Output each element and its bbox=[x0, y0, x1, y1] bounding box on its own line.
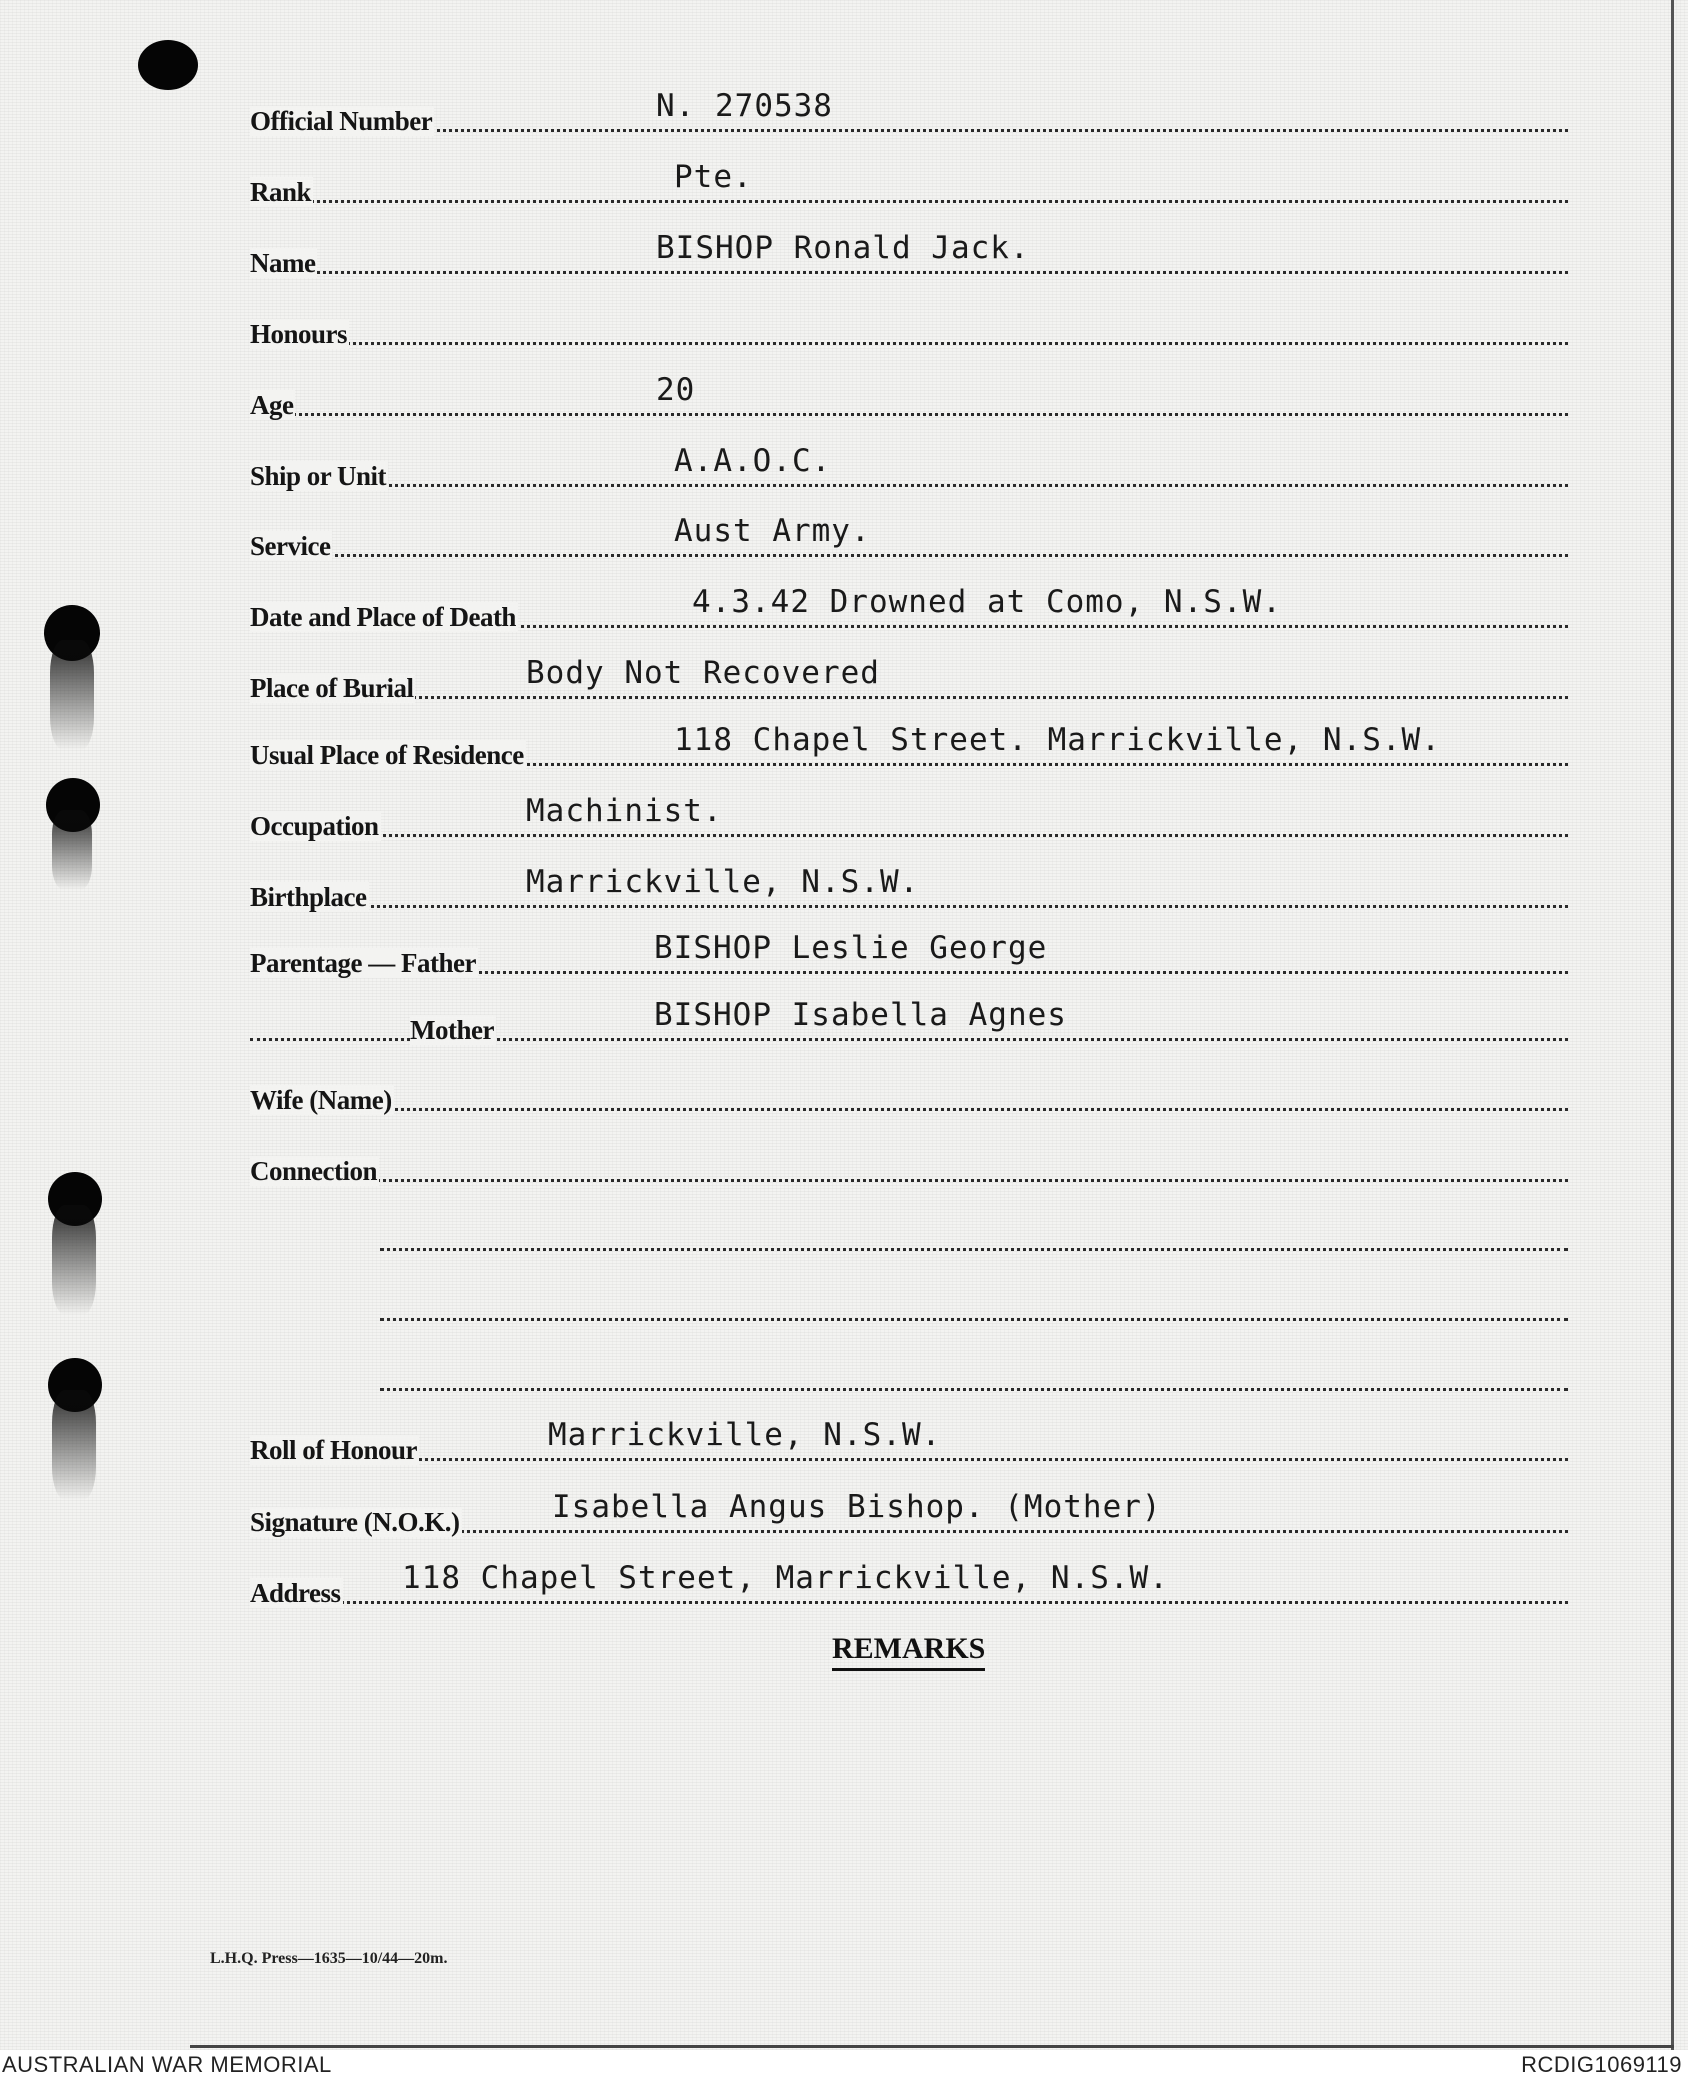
birthplace-row bbox=[250, 864, 1568, 912]
footer-institution: AUSTRALIAN WAR MEMORIAL bbox=[2, 2052, 332, 2077]
wife-name-row bbox=[250, 1075, 1568, 1115]
place-of-burial-value: Body Not Recovered bbox=[526, 655, 880, 691]
signature-label: Signature (N.O.K.) bbox=[250, 1507, 460, 1537]
service-label: Service bbox=[250, 531, 331, 561]
official-number-value: N. 270538 bbox=[656, 88, 833, 124]
rank-row bbox=[250, 159, 1568, 207]
parentage-father-value: BISHOP Leslie George bbox=[654, 930, 1048, 966]
wife-name-label: Wife (Name) bbox=[250, 1085, 392, 1115]
dotted-line bbox=[250, 271, 1568, 274]
dotted-line bbox=[250, 1179, 1568, 1182]
address-value: 118 Chapel Street, Marrickville, N.S.W. bbox=[402, 1560, 1169, 1596]
mother-label: Mother bbox=[410, 1015, 494, 1045]
dotted-line bbox=[250, 342, 1568, 345]
hole-smear bbox=[52, 810, 92, 890]
connection-line-4 bbox=[380, 1355, 1568, 1395]
dotted-line bbox=[250, 1458, 1568, 1461]
honours-row bbox=[250, 309, 1568, 349]
date-place-of-death-row bbox=[250, 584, 1568, 632]
birthplace-value: Marrickville, N.S.W. bbox=[526, 864, 920, 900]
mother-row bbox=[250, 997, 1568, 1045]
date-place-of-death-value: 4.3.42 Drowned at Como, N.S.W. bbox=[692, 584, 1282, 620]
age-value: 20 bbox=[656, 372, 696, 408]
ship-or-unit-value: A.A.O.C. bbox=[674, 443, 832, 479]
dotted-line bbox=[380, 1248, 1568, 1251]
place-of-burial-row bbox=[250, 655, 1568, 703]
honours-label: Honours bbox=[250, 319, 348, 349]
age-row bbox=[250, 372, 1568, 420]
dotted-line bbox=[250, 554, 1568, 557]
signature-row bbox=[250, 1489, 1568, 1537]
address-row bbox=[250, 1560, 1568, 1608]
parentage-father-label: Parentage — Father bbox=[250, 948, 476, 978]
page-right-edge bbox=[1671, 0, 1674, 2050]
press-mark: L.H.Q. Press—1635—10/44—20m. bbox=[210, 1950, 448, 1967]
service-row bbox=[250, 513, 1568, 561]
dotted-line bbox=[250, 905, 1568, 908]
name-label: Name bbox=[250, 248, 316, 278]
birthplace-label: Birthplace bbox=[250, 882, 367, 912]
remarks-heading: REMARKS bbox=[832, 1632, 985, 1671]
punch-hole bbox=[138, 40, 198, 90]
occupation-row bbox=[250, 793, 1568, 841]
usual-place-of-residence-value: 118 Chapel Street. Marrickville, N.S.W. bbox=[674, 722, 1441, 758]
roll-of-honour-label: Roll of Honour bbox=[250, 1435, 418, 1465]
dotted-line bbox=[250, 484, 1568, 487]
dotted-line bbox=[250, 1601, 1568, 1604]
hole-smear bbox=[52, 1205, 96, 1315]
service-value: Aust Army. bbox=[674, 513, 871, 549]
dotted-line bbox=[250, 413, 1568, 416]
parentage-father-row bbox=[250, 930, 1568, 978]
connection-label: Connection bbox=[250, 1156, 378, 1186]
occupation-label: Occupation bbox=[250, 811, 379, 841]
hole-smear bbox=[50, 640, 94, 750]
name-value: BISHOP Ronald Jack. bbox=[656, 230, 1030, 266]
usual-place-of-residence-row bbox=[250, 722, 1568, 770]
page-bottom-edge bbox=[190, 2045, 1674, 2048]
dotted-line bbox=[250, 696, 1568, 699]
dotted-line bbox=[250, 200, 1568, 203]
ship-or-unit-label: Ship or Unit bbox=[250, 461, 387, 491]
age-label: Age bbox=[250, 390, 294, 420]
dotted-line bbox=[380, 1388, 1568, 1391]
mother-value: BISHOP Isabella Agnes bbox=[654, 997, 1067, 1033]
dotted-line bbox=[250, 1108, 1568, 1111]
place-of-burial-label: Place of Burial bbox=[250, 673, 414, 703]
connection-row bbox=[250, 1146, 1568, 1186]
ship-or-unit-row bbox=[250, 443, 1568, 491]
usual-place-of-residence-label: Usual Place of Residence bbox=[250, 740, 524, 770]
footer-record-id: RCDIG1069119 bbox=[1521, 2052, 1682, 2077]
official-number-label: Official Number bbox=[250, 106, 433, 136]
dotted-line bbox=[250, 834, 1568, 837]
occupation-value: Machinist. bbox=[526, 793, 723, 829]
roll-of-honour-row bbox=[250, 1417, 1568, 1465]
rank-label: Rank bbox=[250, 177, 312, 207]
address-label: Address bbox=[250, 1578, 341, 1608]
connection-line-2 bbox=[380, 1215, 1568, 1255]
official-number-row bbox=[250, 88, 1568, 136]
name-row bbox=[250, 230, 1568, 278]
date-place-of-death-label: Date and Place of Death bbox=[250, 602, 516, 632]
connection-line-3 bbox=[380, 1285, 1568, 1325]
roll-of-honour-value: Marrickville, N.S.W. bbox=[548, 1417, 942, 1453]
dotted-line bbox=[250, 129, 1568, 132]
rank-value: Pte. bbox=[674, 159, 753, 195]
hole-smear bbox=[52, 1390, 96, 1500]
signature-value: Isabella Angus Bishop. (Mother) bbox=[552, 1489, 1162, 1525]
dotted-line bbox=[380, 1318, 1568, 1321]
